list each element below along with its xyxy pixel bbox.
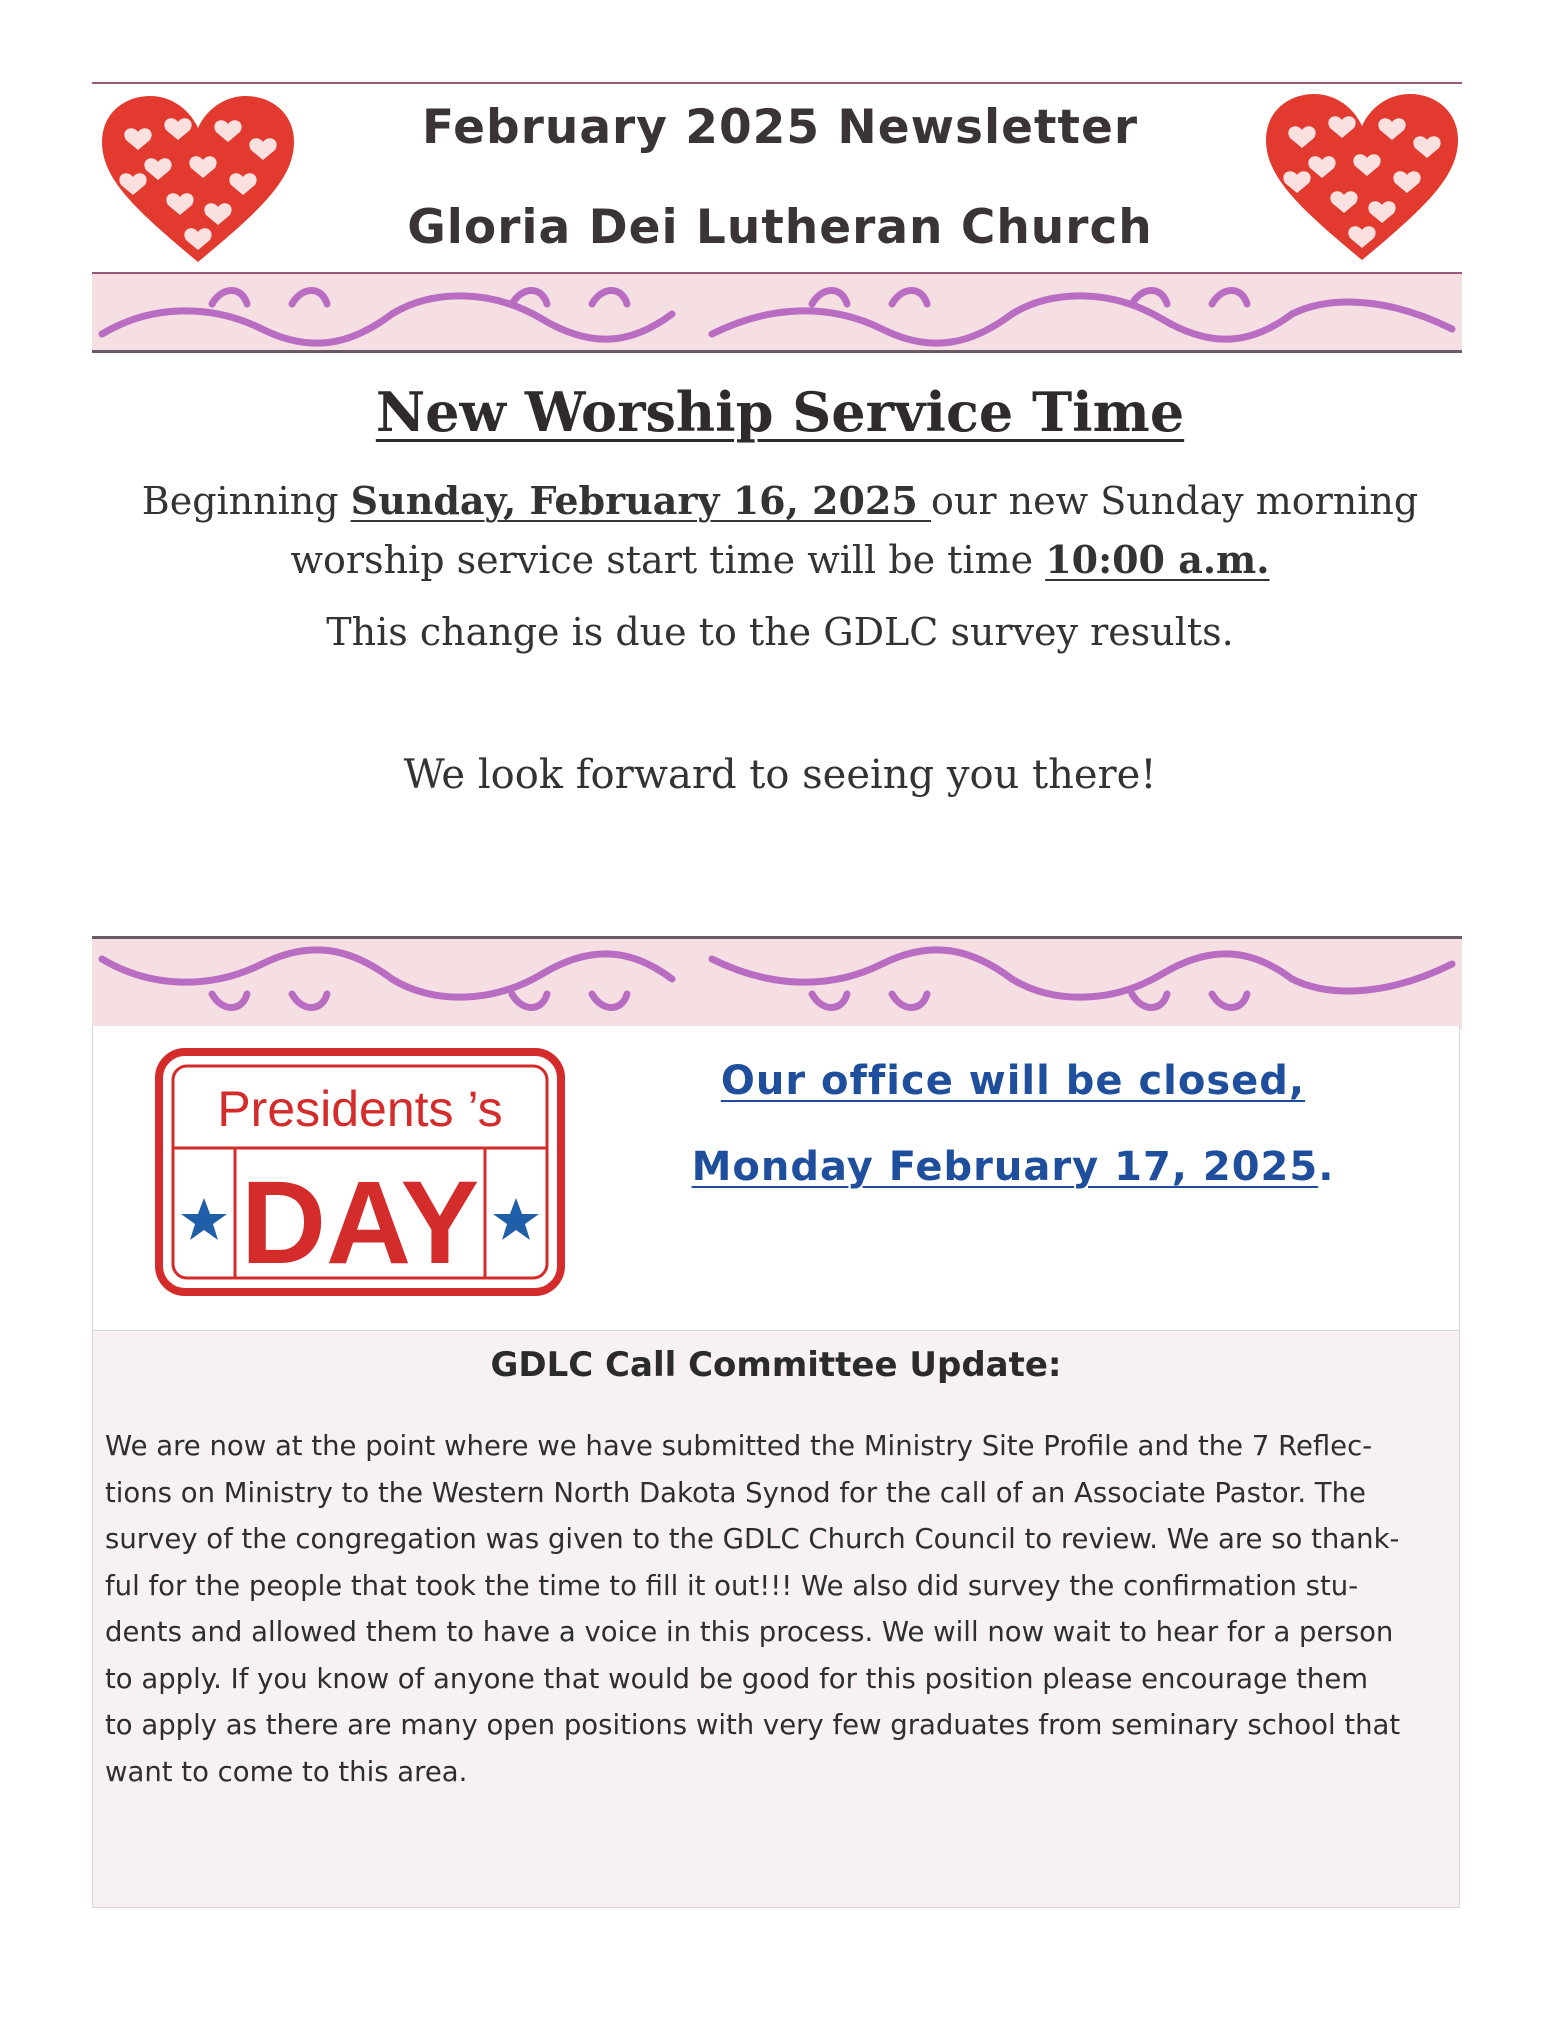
scroll-ornament-icon	[92, 274, 1462, 350]
office-closed-period: .	[1318, 1144, 1335, 1190]
worship-heading	[180, 380, 1380, 444]
heart-icon	[98, 92, 298, 272]
office-closed-date: Monday February 17, 2025	[691, 1144, 1319, 1190]
presidents-day-stamp	[155, 1048, 565, 1296]
committee-line: to apply. If you know of anyone that would be good for this position please encourage them	[105, 1662, 1369, 1695]
office-closed-box	[92, 1026, 1460, 1331]
church-name: Gloria Dei Lutheran Church	[407, 200, 1153, 255]
worship-heading-text: New Worship Service Time	[375, 380, 1185, 444]
worship-start-date: Sunday, February 16, 2025	[350, 478, 932, 523]
committee-line: dents and allowed them to have a voice in this process. We will now wait to hear for a person	[105, 1616, 1394, 1648]
worship-line-1	[100, 478, 1460, 523]
committee-line: tions on Ministry to the Western North Dakota Synod for the call of an Associate Pastor. The	[105, 1476, 1366, 1509]
scroll-ornament-icon	[92, 939, 1462, 1029]
star-icon	[493, 1198, 539, 1240]
decorative-band-middle	[92, 936, 1462, 1029]
star-icon	[181, 1198, 227, 1240]
decorative-band-top	[92, 272, 1462, 353]
newsletter-title: February 2025 Newsletter	[421, 100, 1138, 155]
committee-body	[105, 1423, 1457, 1795]
worship-line-1-post: our new Sunday morning	[931, 479, 1419, 523]
committee-heading: GDLC Call Committee Update:	[490, 1345, 1062, 1385]
worship-line-3: This change is due to the GDLC survey results.	[326, 610, 1234, 654]
heart-icon	[1262, 90, 1462, 270]
committee-line: ful for the people that took the time to fill it out!!! We also did survey the confirmation stu-	[105, 1569, 1359, 1602]
worship-start-time: 10:00 a.m.	[1045, 537, 1270, 582]
worship-line-1-pre: Beginning	[141, 479, 351, 523]
committee-line: survey of the congregation was given to the GDLC Church Council to review. We are so thank-	[105, 1523, 1400, 1555]
worship-line-4: We look forward to seeing you there!	[403, 752, 1157, 798]
committee-line: to apply as there are many open positions with very few graduates from seminary school that	[105, 1709, 1401, 1741]
stamp-word-presidents: Presidents ’s	[217, 1081, 503, 1137]
worship-line-2-pre: worship service start time will be time	[290, 538, 1046, 582]
office-closed-line	[603, 1058, 1423, 1104]
stamp-word-day: DAY	[240, 1157, 480, 1289]
worship-line-2	[100, 537, 1460, 582]
office-closed-date-line	[603, 1144, 1423, 1190]
top-rule	[92, 82, 1462, 84]
committee-line: want to come to this area.	[105, 1755, 468, 1788]
office-closed-text: Our office will be closed,	[720, 1058, 1306, 1104]
committee-line: We are now at the point where we have submitted the Ministry Site Profile and the 7 Reflec-	[105, 1430, 1373, 1462]
call-committee-box	[92, 1330, 1460, 1908]
